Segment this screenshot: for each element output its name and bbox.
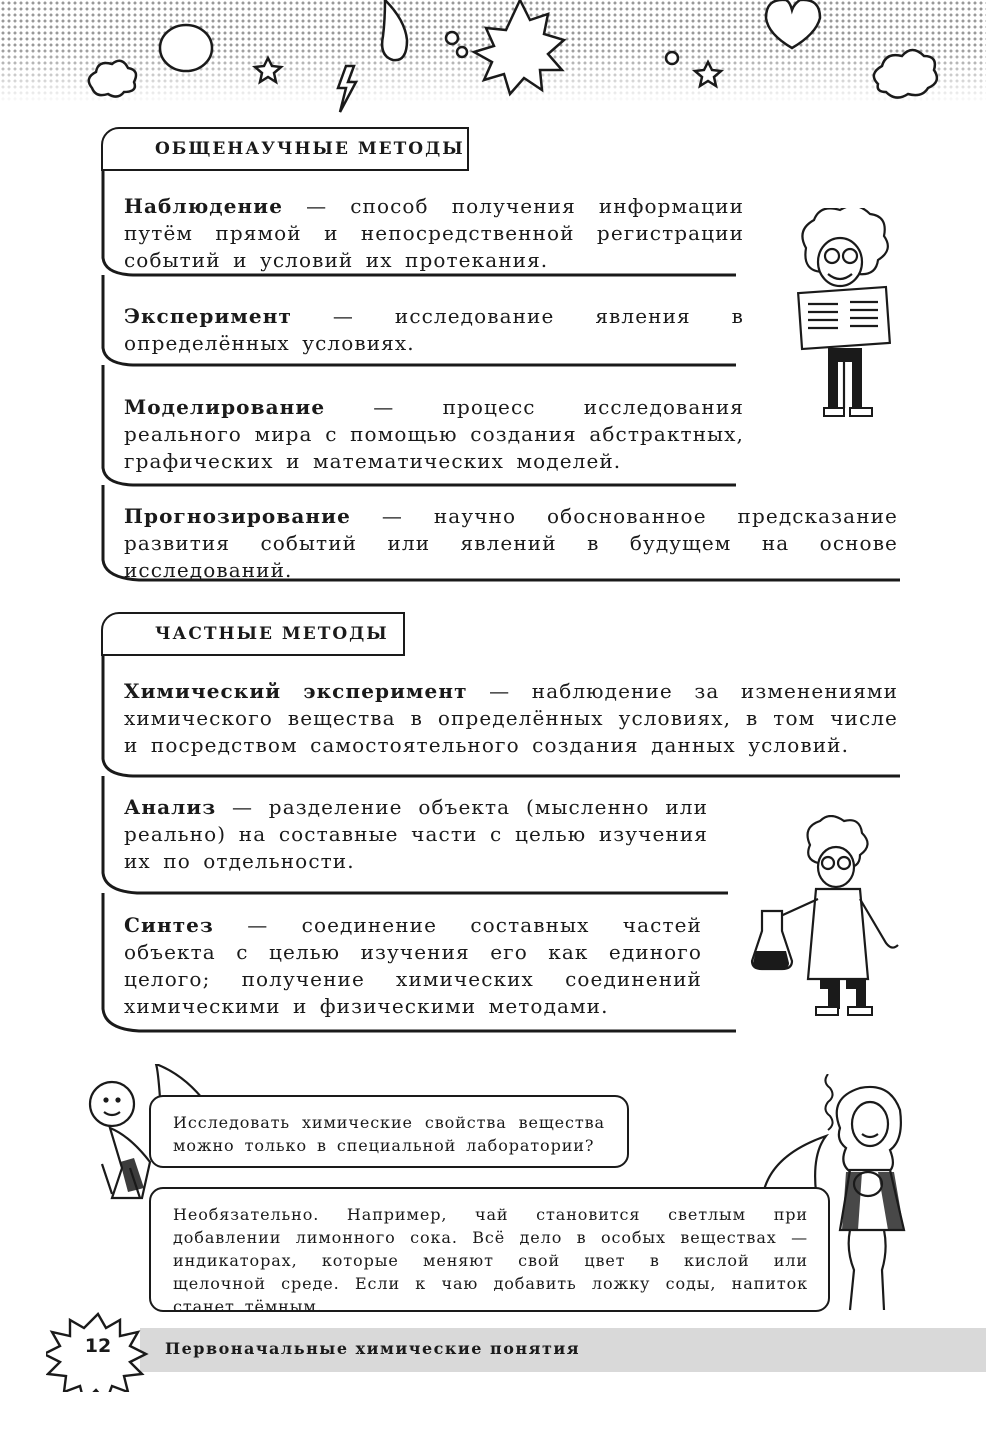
general-methods-title: ОБЩЕНАУЧНЫЕ МЕТОДЫ — [101, 127, 469, 171]
term: Анализ — [124, 795, 217, 819]
answer-bubble — [149, 1187, 830, 1316]
star-icon — [255, 58, 281, 82]
header-doodles — [0, 0, 986, 120]
drop-icon — [382, 0, 407, 60]
burst-icon — [474, 0, 564, 94]
method-forecasting — [124, 503, 898, 584]
definition: — научно обоснованное предсказание развития событий или явлений в будущем на основе исследований. — [124, 504, 898, 582]
term: Химический эксперимент — [124, 679, 468, 703]
term: Эксперимент — [124, 304, 292, 328]
definition: — соединение составных частей объекта с целью изучения его как единого целого; получение химических соединений химическими и физическими методами. — [124, 913, 702, 1018]
definition: — исследование явления в определённых условиях. — [124, 304, 744, 355]
particular-methods-title: ЧАСТНЫЕ МЕТОДЫ — [101, 612, 405, 656]
cloud-icon — [89, 61, 136, 97]
star-icon — [695, 62, 721, 86]
term: Моделирование — [124, 395, 326, 419]
scientist-reading-illustration — [788, 208, 898, 423]
chapter-title: Первоначальные химические понятия — [165, 1339, 581, 1358]
scientist-flask-illustration — [748, 815, 918, 1020]
term: Прогнозирование — [124, 504, 351, 528]
answer-text: Необязательно. Например, чай становится светлым при добавлении лимонного сока. Всё дело в особых веществах — индикаторах, которые меняют свой цвет в кислой или щелочной среде. Если к чаю добавить ложку соды, напиток станет тёмным. — [173, 1205, 808, 1316]
heart-icon — [766, 0, 820, 48]
definition: — наблюдение за изменениями химического вещества в определённых условиях, в том числе и посредством самостоятельного создания данных условий. — [124, 679, 898, 757]
method-synthesis — [124, 912, 702, 1020]
answer-bubble-tail — [760, 1134, 830, 1194]
definition: — процесс исследования реального мира с помощью создания абстрактных, графических и математических моделей. — [124, 395, 744, 473]
question-text: Исследовать химические свойства вещества можно только в специальной лаборатории? — [173, 1113, 605, 1155]
bubble-icon — [160, 25, 212, 71]
method-analysis — [124, 794, 708, 875]
page-number: 12 — [84, 1335, 112, 1357]
term: Синтез — [124, 913, 214, 937]
method-observation — [124, 193, 744, 274]
definition: — разделение объекта (мысленно или реально) на составные части с целью изучения их по отдельности. — [124, 795, 708, 873]
method-chemical-experiment — [124, 678, 898, 759]
definition: — способ получения информации путём прямой и непосредственной регистрации событий и условий их протекания. — [124, 194, 744, 272]
method-modeling — [124, 394, 744, 475]
method-experiment — [124, 303, 744, 357]
term: Наблюдение — [124, 194, 284, 218]
cloud-icon — [874, 50, 937, 98]
question-bubble — [149, 1095, 629, 1168]
lightning-icon — [338, 66, 356, 112]
